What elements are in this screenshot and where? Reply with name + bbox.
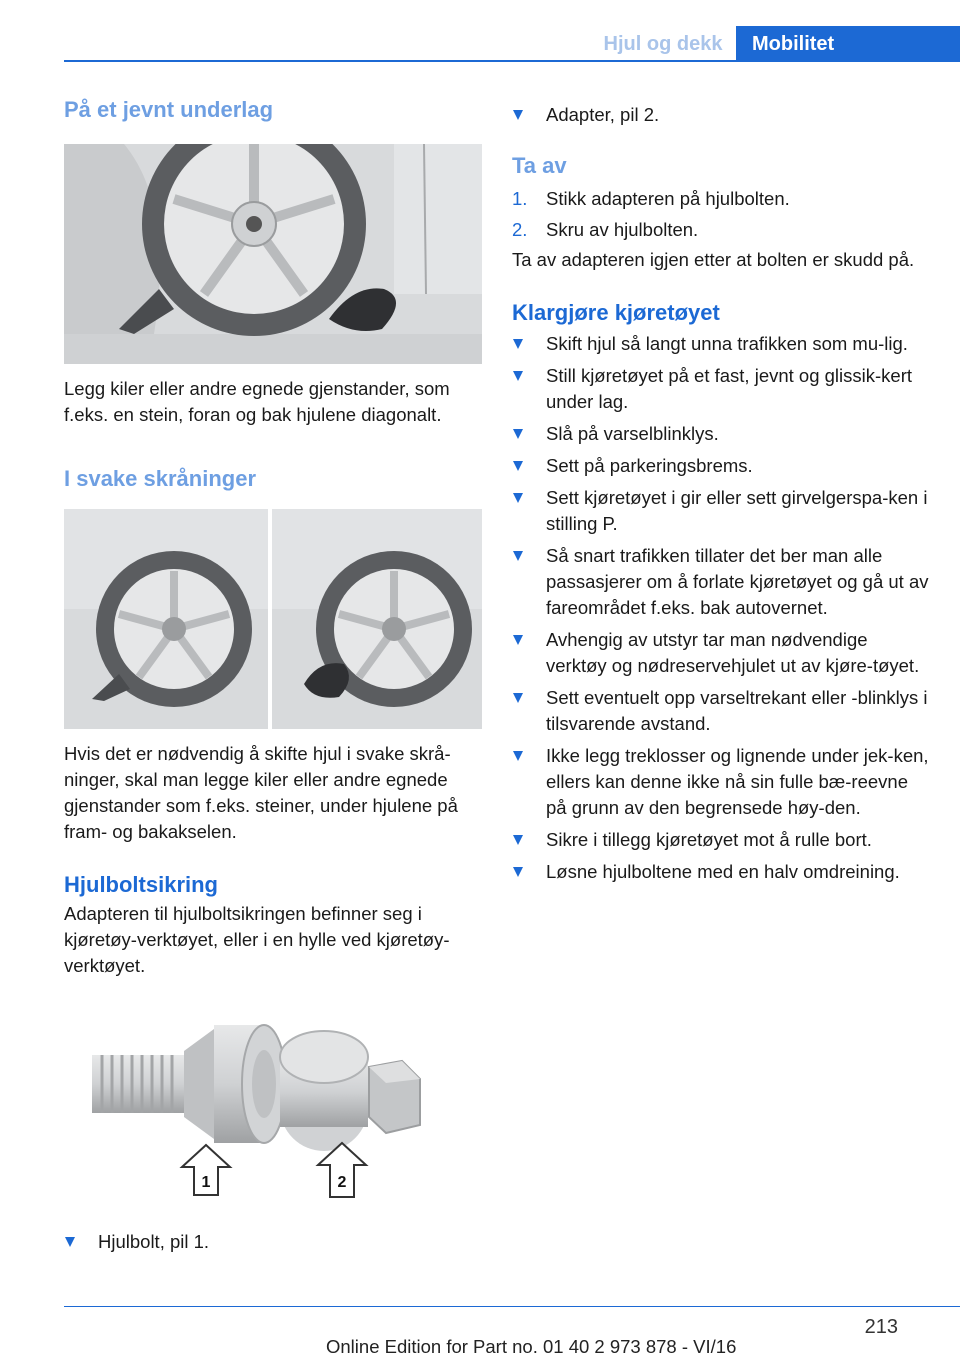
right-column [512, 96, 932, 891]
bullet-list-bolt [64, 1229, 482, 1255]
steps-remove [512, 186, 932, 243]
heading-level-ground: På et jevnt underlag [64, 97, 274, 122]
list-item: Adapter, pil 2. [512, 102, 932, 128]
figure-label-1: 1 [201, 1174, 211, 1191]
list-item [512, 217, 932, 243]
step-number: 2. [512, 219, 528, 240]
edition-info: Online Edition for Part no. 01 40 2 973 878 - VI/16 [326, 1336, 737, 1357]
figure-wheel-slope [64, 509, 482, 729]
heading-remove: Ta av [512, 153, 567, 178]
wheel-slope-illustration [64, 509, 482, 729]
list-item: Avhengig av utstyr tar man nødvendige verktøy og nødreservehjulet ut av kjøre-tøyet. [512, 627, 932, 679]
list-item: Hjulbolt, pil 1. [64, 1229, 482, 1255]
step-text: Stikk adapteren på hjulbolten. [546, 188, 790, 209]
list-item: Sett kjøretøyet i gir eller sett girvelgerspa-ken i stilling P. [512, 485, 932, 537]
step-text: Skru av hjulbolten. [546, 219, 699, 240]
heading-wheel-lock: Hjulboltsikring [64, 872, 218, 897]
left-column [64, 96, 482, 1255]
paragraph-remove: Ta av adapteren igjen etter at bolten er skudd på. [512, 249, 915, 270]
list-item: Still kjøretøyet på et fast, jevnt og glissik-kert under lag. [512, 363, 932, 415]
figure-label-2: 2 [337, 1174, 347, 1191]
list-item: Løsne hjulboltene med en halv omdreining. [512, 859, 932, 885]
bullet-list-prepare [512, 331, 932, 885]
paragraph-level-ground: Legg kiler eller andre egnede gjenstander, som f.eks. en stein, foran og bak hjulene diagonalt. [64, 378, 450, 425]
list-item: Ikke legg treklosser og lignende under jek-ken, ellers kan denne ikke nå sin fulle bæ-reevne på grunn av den begrensede høy-den. [512, 743, 932, 821]
page-number: 213 [864, 1316, 898, 1338]
list-item: Sett eventuelt opp varseltrekant eller -blinklys i tilsvarende avstand. [512, 685, 932, 737]
list-item: Sikre i tillegg kjøretøyet mot å rulle bort. [512, 827, 932, 853]
heading-prepare-vehicle: Klargjøre kjøretøyet [512, 300, 720, 325]
list-item: Slå på varselblinklys. [512, 421, 932, 447]
list-item [512, 186, 932, 212]
figure-wheel-level [64, 144, 482, 364]
footer-rule [64, 1306, 960, 1307]
header-rule [64, 60, 960, 62]
wheel-level-illustration [64, 144, 482, 364]
bullet-list-adapter [512, 102, 932, 128]
paragraph-wheel-lock: Adapteren til hjulboltsikringen befinner seg i kjøretøy-verktøyet, eller i en hylle ved kjøretøy-verktøyet. [64, 903, 450, 976]
figure-wheel-lock [64, 1017, 482, 1203]
list-item: Sett på parkeringsbrems. [512, 453, 932, 479]
paragraph-slopes: Hvis det er nødvendig å skifte hjul i svake skrå-ninger, skal man legge kiler eller andre egnede gjenstander som f.eks. steiner, under hjulene på fram- og bakakselen. [64, 743, 458, 842]
wheel-bolt-adapter-illustration [64, 1017, 482, 1203]
running-header-chapter: Mobilitet [736, 26, 960, 62]
list-item: Så snart trafikken tillater det ber man alle passasjerer om å forlate kjøretøyet og gå ut av fareområdet f.eks. bak autovernet. [512, 543, 932, 621]
running-header-section: Hjul og dekk [603, 33, 723, 55]
step-number: 1. [512, 188, 528, 209]
heading-slopes: I svake skråninger [64, 466, 257, 491]
list-item: Skift hjul så langt unna trafikken som mu-lig. [512, 331, 932, 357]
